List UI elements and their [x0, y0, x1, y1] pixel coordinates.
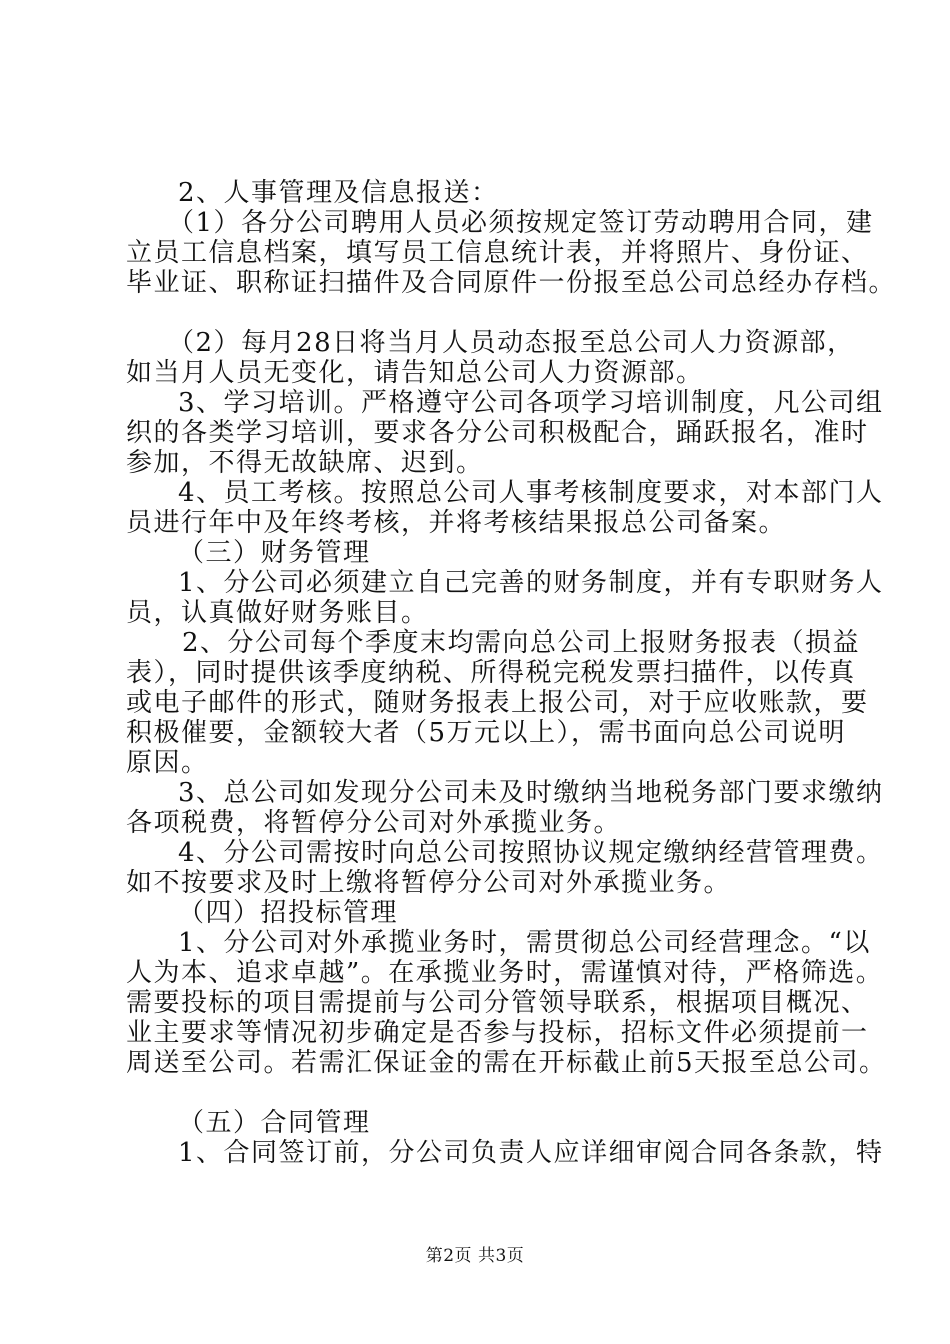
text-line: 参加，不得无故缺席、迟到。: [126, 448, 484, 478]
text-line: 原因。: [126, 748, 209, 778]
text-line: 如不按要求及时上缴将暂停分公司对外承揽业务。: [126, 868, 732, 898]
text-line: 需要投标的项目需提前与公司分管领导联系，根据项目概况、: [126, 988, 869, 1018]
text-line: 1、分公司必须建立自己完善的财务制度，并有专职财务人: [178, 568, 884, 598]
section-heading: （五）合同管理: [178, 1108, 371, 1138]
text-line: 立员工信息档案，填写员工信息统计表，并将照片、身份证、: [126, 238, 869, 268]
text-line: 表），同时提供该季度纳税、所得税完税发票扫描件，以传真: [126, 658, 856, 688]
text-line: （2）每月28日将当月人员动态报至总公司人力资源部，: [168, 328, 855, 358]
text-line: （1）各分公司聘用人员必须按规定签订劳动聘用合同，建: [168, 208, 874, 238]
text-line: 4、员工考核。按照总公司人事考核制度要求，对本部门人: [178, 478, 884, 508]
text-line: 毕业证、职称证扫描件及合同原件一份报至总公司总经办存档。: [126, 268, 897, 298]
text-line: 员进行年中及年终考核，并将考核结果报总公司备案。: [126, 508, 787, 538]
text-line: 3、学习培训。严格遵守公司各项学习培训制度，凡公司组: [178, 388, 884, 418]
page-number: 第2页 共3页: [425, 1246, 525, 1266]
text-line: 织的各类学习培训，要求各分公司积极配合，踊跃报名，准时: [126, 418, 869, 448]
text-line: 业主要求等情况初步确定是否参与投标，招标文件必须提前一: [126, 1018, 869, 1048]
text-line: 积极催要，金额较大者（5万元以上），需书面向总公司说明: [126, 718, 847, 748]
text-line: 1、合同签订前，分公司负责人应详细审阅合同各条款，特: [178, 1138, 884, 1168]
text-line: 人为本、追求卓越”。在承揽业务时，需谨慎对待，严格筛选。: [126, 958, 884, 988]
text-line: 如当月人员无变化，请告知总公司人力资源部。: [126, 358, 704, 388]
text-line: 1、分公司对外承揽业务时，需贯彻总公司经营理念。“以: [178, 928, 871, 958]
text-line: 周送至公司。若需汇保证金的需在开标截止前5天报至总公司。: [126, 1048, 887, 1078]
section-heading: （三）财务管理: [178, 538, 371, 568]
text-line: 各项税费，将暂停分公司对外承揽业务。: [126, 808, 622, 838]
text-line: 4、分公司需按时向总公司按照协议规定缴纳经营管理费。: [178, 838, 884, 868]
section-heading: （四）招投标管理: [178, 898, 399, 928]
text-line: 2、分公司每个季度末均需向总公司上报财务报表（损益: [182, 628, 861, 658]
text-line: 2、人事管理及信息报送：: [178, 178, 499, 208]
text-line: 员，认真做好财务账目。: [126, 598, 429, 628]
text-line: 3、总公司如发现分公司未及时缴纳当地税务部门要求缴纳: [178, 778, 884, 808]
text-line: 或电子邮件的形式，随财务报表上报公司，对于应收账款，要: [126, 688, 869, 718]
